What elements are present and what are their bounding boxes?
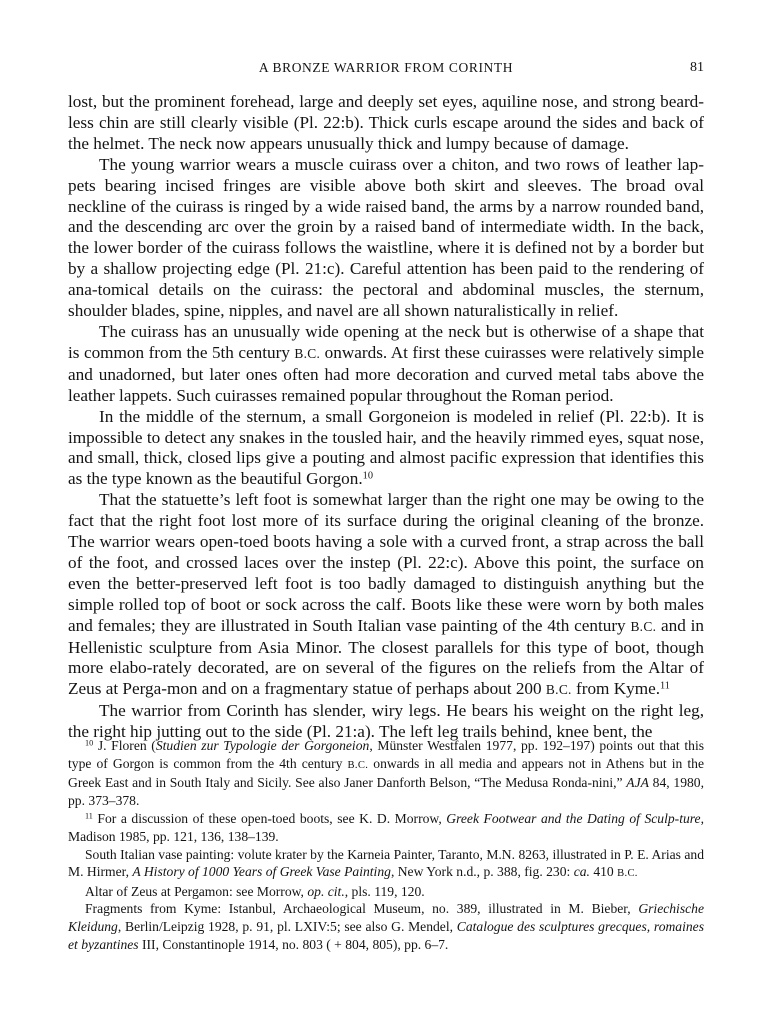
text-run: Fragments from Kyme: Istanbul, Archaeological Museum, no. 389, illustrated in M. Bieber, (85, 901, 639, 917)
era-abbrev: B.C. (294, 345, 321, 361)
paragraph-5 (68, 490, 704, 701)
text-run: J. Floren ( (93, 738, 156, 753)
footnote-ref-11: 11 (660, 680, 670, 692)
era-abbrev: B.C. (545, 682, 572, 698)
book-title: Greek Footwear and the Dating of Sculp-ture (446, 811, 701, 827)
paragraph-1: lost, but the prominent forehead, large and deeply set eyes, aquiline nose, and strong beard-less chin are still clearly visible (Pl. 22:b). Thick curls escape around the sides and back of the helmet. The neck now appears unusually thick and lumpy because of damage. (68, 92, 704, 153)
text-run: onwards. At first these cuirasses were relatively simple and unadorned, but later ones often had more decoration and curved metal tabs above the leather lappets. Such cuirasses remained popular throughout the Roman period. (68, 342, 704, 405)
era-abbrev: B.C. (630, 618, 657, 634)
text-run: , Münster Westfalen 1977, pp. 192–197) points out that this type of Gorgon is common from the 4th century (68, 738, 705, 771)
footnote-10 (68, 737, 704, 809)
footnote-number: 10 (85, 738, 94, 748)
text-run: That the statuette’s left foot is somewhat larger than the right one may be owing to the fact that the right foot lost more of its surface during the original cleaning of the bronze. The warrior wears open-toed boots having a sole with a curved front, a strap across the ball of the foot, and crossed laces over the instep (Pl. 22:c). Above this point, the surface on even the better-preserved left foot is too badly damaged to distinguish anything but the simple rolled top of boot or sock across the calf. Boots like these were worn by both males and females; they are illustrated in South Italian vase painting of the 4th century (68, 490, 704, 635)
footnote-ref-10: 10 (362, 470, 373, 482)
body-text (68, 92, 704, 743)
text-run: , Madison 1985, pp. 121, 136, 138–139. (68, 811, 704, 844)
running-head: A BRONZE WARRIOR FROM CORINTH (258, 60, 514, 75)
text-run: , Berlin/Leipzig 1928, p. 91, pl. LXIV:5; see also G. Mendel, (117, 918, 457, 934)
text-run: South Italian vase painting: volute krater by the Karneia Painter, Taranto, M.N. 8263, illustrated in P. E. Arias and M. Hirmer, (68, 846, 704, 880)
book-title: Catalogue des sculptures grecques, romaines et byzantines (68, 918, 704, 952)
page-header (68, 60, 704, 82)
text-run: For a discussion of these open-toed boots, see K. D. Morrow, (92, 811, 447, 827)
circa-abbrev: ca. (573, 864, 590, 880)
text-run: III, Constantinople 1914, no. 803 ( + 804, 805), pp. 6–7. (138, 936, 449, 952)
op-cit: op. cit. (307, 883, 345, 899)
text-run: In the middle of the sternum, a small Gorgoneion is modeled in relief (Pl. 22:b). It is impossible to detect any snakes in the tousled hair, and the heavily rimmed eyes, squat nose, and small, thick, closed lips give a pouting and almost pacific expression that identifies this as the type known as the beautiful Gorgon. (68, 406, 704, 489)
book-title: Griechische Kleidung (68, 901, 704, 934)
text-run: Altar of Zeus at Pergamon: see Morrow, (85, 883, 308, 899)
text-run: , pls. 119, 120. (344, 883, 425, 899)
footnotes (68, 737, 704, 953)
text-run: from Kyme. (571, 679, 661, 699)
paragraph-6: The warrior from Corinth has slender, wiry legs. He bears his weight on the right leg, the right hip jutting out to the side (Pl. 21:a). The left leg trails behind, knee bent, the (68, 701, 704, 742)
footnote-11-vase (68, 846, 704, 883)
era-abbrev: B.C. (347, 759, 369, 771)
journal-title: AJA (626, 775, 649, 791)
book-title: A History of 1000 Years of Greek Vase Painting (132, 864, 391, 880)
text-run: 84, 1980, pp. 373–378. (68, 775, 704, 808)
footnote-11-kyme (68, 900, 704, 953)
page-number: 81 (690, 60, 704, 75)
paragraph-2: The young warrior wears a muscle cuirass over a chiton, and two rows of leather lap-pets bearing incised fringes are visible above both skirt and sleeves. The broad oval neckline of the cuirass is ringed by a wide raised band, the arms by a narrow rounded band, and the descending arc over the groin by a raised band of intermediate width. In the back, the lower border of the cuirass follows the waistline, where it is defined not by a border but by a shallow projecting edge (Pl. 21:c). Careful attention has been paid to the rendering of ana-tomical details on the cuirass: the pectoral and abdominal muscles, the sternum, shoulder blades, spine, nipples, and navel are all shown naturalistically in relief. (68, 154, 704, 321)
footnote-number: 11 (85, 811, 93, 821)
paragraph-3 (68, 322, 704, 407)
era-abbrev: B.C. (617, 868, 638, 880)
paragraph-4 (68, 407, 704, 491)
text-run: The cuirass has an unusually wide opening at the neck but is otherwise of a shape that is common from the 5th century (68, 321, 704, 362)
text-run: 410 (589, 864, 618, 880)
text-run: onwards in all media and appears not in Athens but in the Greek East and in South Italy and Sicily. See also Janer Danforth Belson, “The Medusa Ronda-nini,” (68, 755, 704, 791)
text-run: and in Hellenistic sculpture from Asia Minor. The closest parallels for this type of boot, though more elabo-rately decorated, are on several of the figures on the reliefs from the Altar of Zeus at Perga-mon and on a fragmentary statue of perhaps about 200 (68, 615, 704, 699)
text-run: , New York n.d., p. 388, fig. 230: (390, 864, 574, 880)
book-title: Studien zur Typologie der Gorgoneion (155, 738, 370, 753)
footnote-11-altar (68, 883, 704, 901)
footnote-11 (68, 810, 704, 845)
